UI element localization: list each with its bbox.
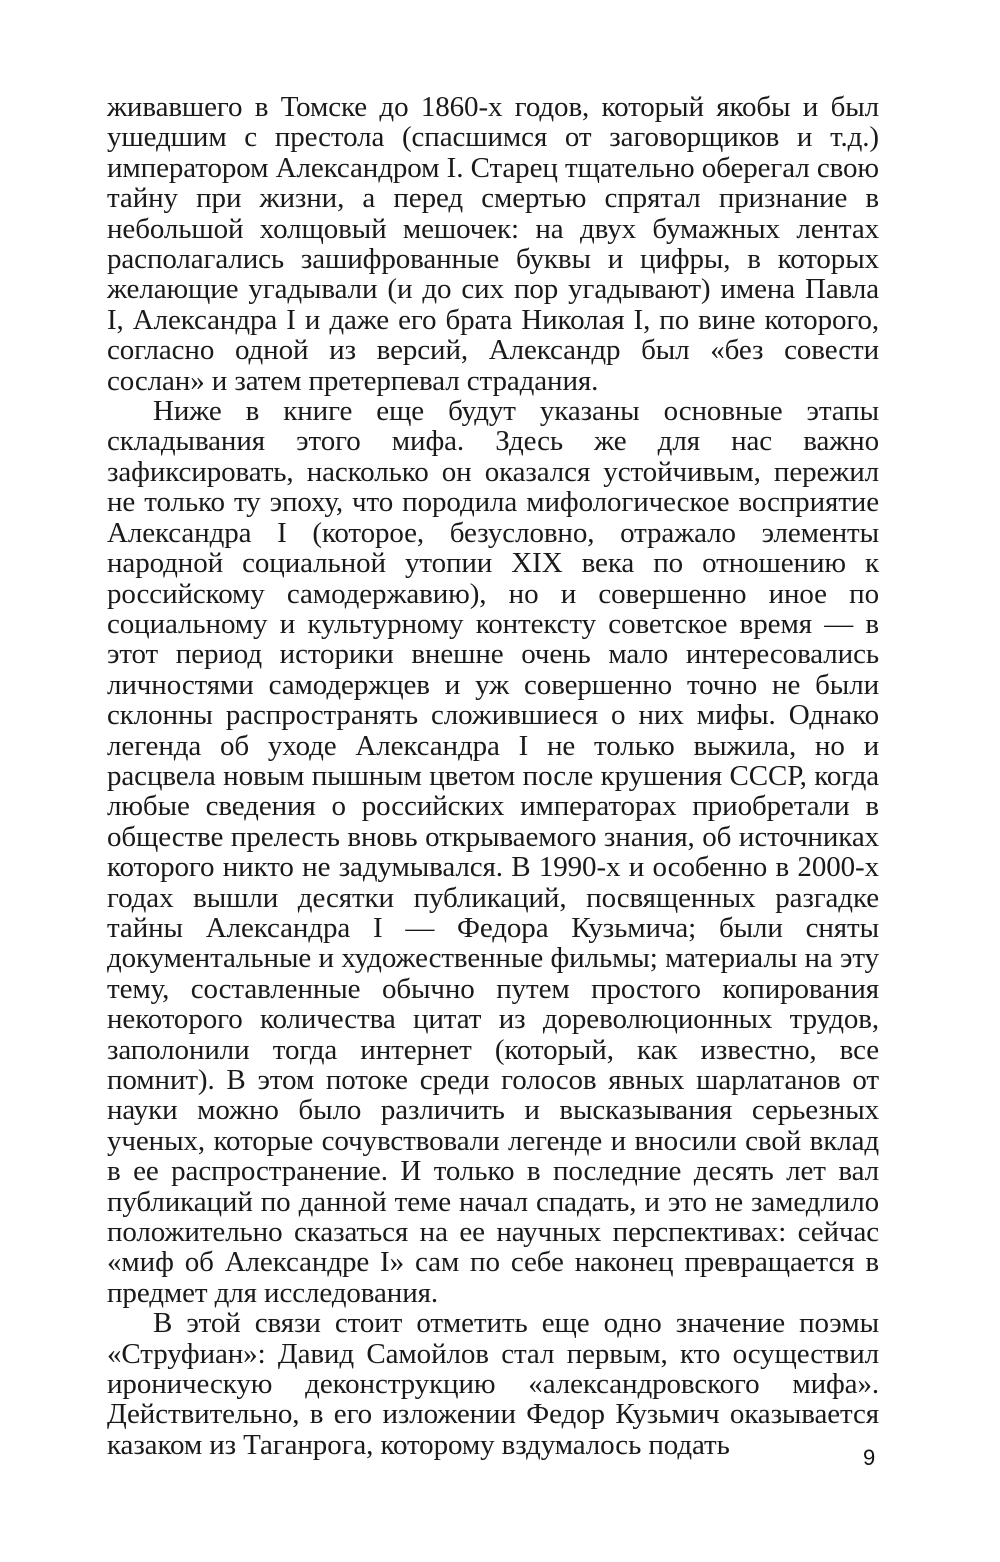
page-body [107,92,879,1460]
paragraph-myth-history: Ниже в книге еще будут указаны основные этапы складывания этого мифа. Здесь же для нас важно зафиксировать, насколько он оказался устойчивым, пережил не только ту эпоху, что породила мифологическое восприятие Александра I (которое, безусловно, отражало элементы народной социальной утопии XIX века по отношению к российскому самодержавию), но и совершенно иное по социальному и культурному контексту советское время — в этот период историки внешне очень мало интересовались личностями самодержцев и уж совершенно точно не были склонны распространять сложившиеся о них мифы. Однако легенда об уходе Александра I не только выжила, но и расцвела новым пышным цветом после крушения СССР, когда любые сведения о российских императорах приобретали в обществе прелесть вновь открываемого знания, об источниках которого никто не задумывался. В 1990-х и особенно в 2000-х годах вышли десятки публикаций, посвященных разгадке тайны Александра I — Федора Кузьмича; были сняты документальные и художественные фильмы; материалы на эту тему, составленные обычно путем простого копирования некоторого количества цитат из дореволюционных трудов, заполонили тогда интернет (который, как известно, все помнит). В этом потоке среди голосов явных шарлатанов от науки можно было различить и высказывания серьезных ученых, которые сочувствовали легенде и вносили свой вклад в ее распространение. И только в последние десять лет вал публикаций по данной теме начал спадать, и это не замедлило положительно сказаться на ее научных перспективах: сейчас «миф об Александре I» сам по себе наконец превращается в предмет для исследования. [107,395,879,1309]
page-number: 9 [863,1445,876,1470]
paragraph-continuation: живавшего в Томске до 1860-х годов, который якобы и был ушедшим с престола (спасшимся от заговорщиков и т.д.) императором Александром I. Старец тщательно оберегал свою тайну при жизни, а перед смертью спрятал признание в небольшой холщовый мешочек: на двух бумажных лентах располагались зашифрованные буквы и цифры, в которых желающие угадывали (и до сих пор угадывают) имена Павла I, Александра I и даже его брата Николая I, по вине которого, согласно одной из версий, Александр был «без совести сослан» и затем претерпевал страдания. [107,91,879,397]
paragraph-strufian: В этой связи стоит отметить еще одно значение поэмы «Струфиан»: Давид Самойлов стал первым, кто осуществил ироническую деконструкцию «александровского мифа». Действительно, в его изложении Федор Кузьмич оказывается казаком из Таганрога, которому вздумалось подать [107,1307,879,1461]
